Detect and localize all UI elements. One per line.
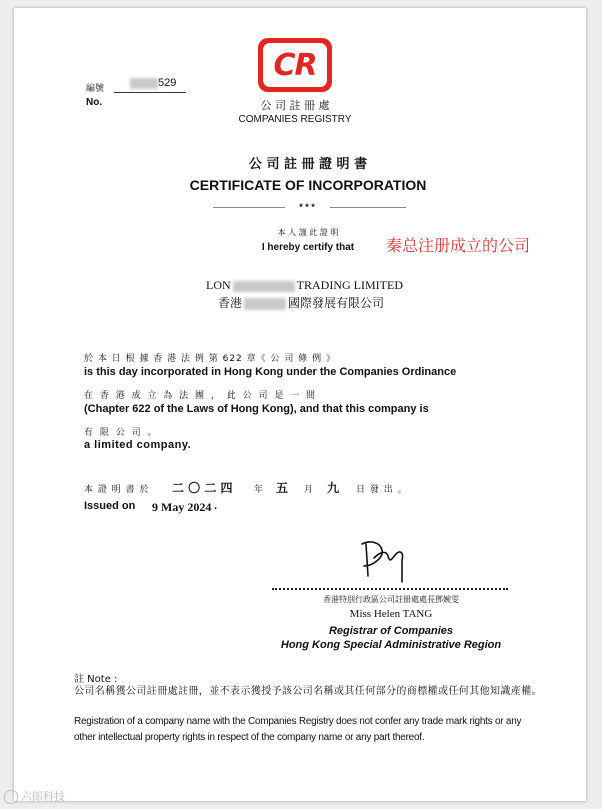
number-label-en: No. [86,97,103,108]
note-label: 註 Note : [74,674,118,685]
redacted-name-cn [244,298,286,310]
registrar-name: Miss Helen TANG [349,608,433,620]
watermark: 六郎科技 [4,788,65,804]
issued-year-cn: 二 〇 二 四 [172,481,233,495]
watermark-icon [4,790,18,804]
issued-date-period: . [214,500,218,512]
body-line3-en: a limited company. [84,439,192,451]
cr-logo-text: CR [273,47,317,83]
body-line1-cn: 於 本 日 根 據 香 港 法 例 第 622 章《 公 司 條 例 》 [84,354,336,364]
redacted-number [130,78,158,89]
body-line2-cn: 在 香 港 成 立 為 法 團 ， 此 公 司 是 一 間 [84,391,318,401]
title-cn: 公 司 註 冊 證 明 書 [248,157,368,172]
red-annotation: 秦总注册成立的公司 [386,236,531,255]
signature-dotted-line [272,588,508,590]
cr-logo [258,38,332,92]
note-text-en: Registration of a company name with the Companies Registry does not confer any trade mark rights or any other intellectual property rights in respect of the company name or any part thereof. [74,716,522,743]
issued-month-cn: 五 [276,481,289,495]
registrar-region: Hong Kong Special Administrative Region [280,639,502,651]
registrar-title: Registrar of Companies [328,625,454,637]
title-rule-left [213,207,285,208]
registry-name-en: COMPANIES REGISTRY [238,114,352,125]
company-name-cn: 香港 國際發展有限公司 [218,296,385,310]
number-label-cn: 編號 [86,84,105,94]
note-text-cn: 公司名稱獲公司註冊處註冊，並不表示獲授予該公司名稱或其任何部分的商標權或任何其他知識產權。 [74,686,542,697]
registrar-signature [356,536,416,584]
issued-label-en: Issued on [84,500,136,512]
certificate-number: 529 [130,77,176,89]
body-line3-cn: 有 限 公 司 。 [84,428,159,438]
certify-en: I hereby certify that [261,242,355,253]
redacted-name-en [233,281,295,292]
body-line1-en: is this day incorporated in Hong Kong under the Companies Ordinance [84,366,457,378]
issued-day-suffix: 日 發 出 。 [356,485,408,495]
issued-year-unit: 年 [254,485,264,495]
company-name-en: LON TRADING LIMITED [206,278,403,292]
number-underline [114,92,186,93]
title-stars: * * * [299,202,315,212]
issued-month-unit: 月 [304,485,314,495]
title-en: CERTIFICATE OF INCORPORATION [189,177,427,193]
body-line2-en: (Chapter 622 of the Laws of Hong Kong), and that this company is [84,403,429,415]
title-rule-right [330,207,406,208]
issued-prefix-cn: 本 證 明 書 於 [84,485,150,495]
registrar-office-cn: 香港特別行政區公司註冊處處長鄧婉雯 [323,595,459,604]
issued-day-cn: 九 [327,481,340,495]
certify-cn: 本 人 謹 此 證 明 [277,228,339,237]
registry-name-cn: 公 司 註 冊 處 [260,99,330,112]
issued-date-en: 9 May 2024 [152,500,212,514]
